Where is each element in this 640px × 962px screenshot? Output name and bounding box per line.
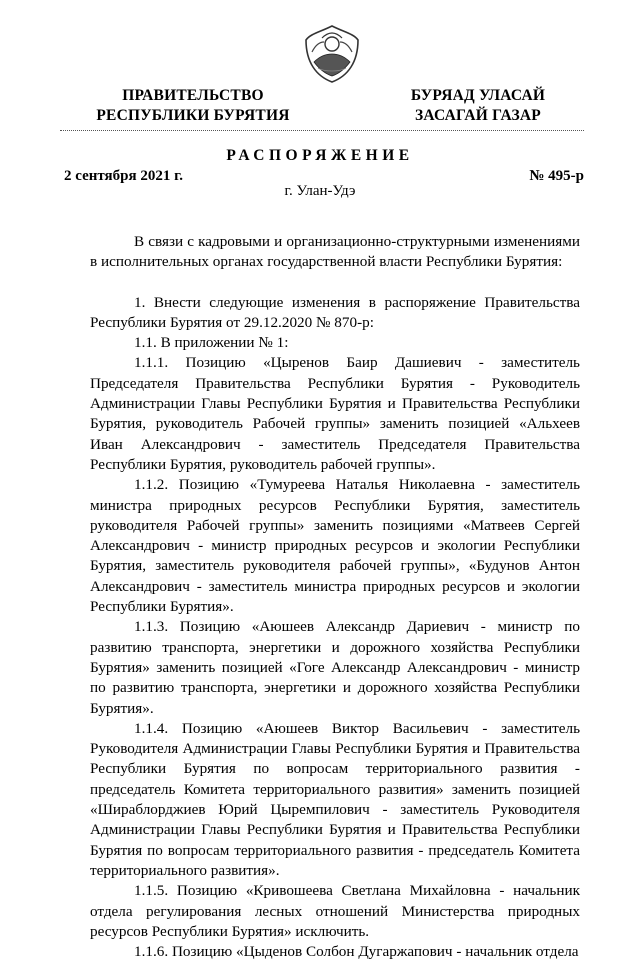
document-body [90, 232, 580, 962]
org-name-russian-line1: ПРАВИТЕЛЬСТВО [122, 87, 264, 104]
org-name-buryat-line2: ЗАСАГАЙ ГАЗАР [415, 107, 541, 124]
coat-of-arms-icon [300, 22, 364, 86]
paragraph-1-1-2: 1.1.2. Позицию «Тумуреева Наталья Николаевна - заместитель министра природных ресурсов Республики Бурятия, заместитель руководителя Рабочей группы» заменить позициями «Матвеев Сергей Александрович - министр природных ресурсов и экологии Республики Бурятия, заместитель руководителя рабочей группы», «Будунов Антон Александрович - заместитель министра природных ресурсов и экологии Республики Бурятия». [90, 476, 580, 616]
org-name-russian-line2: РЕСПУБЛИКИ БУРЯТИЯ [96, 107, 290, 124]
document-number: № 495-р [529, 168, 584, 184]
paragraph-1-1-5: 1.1.5. Позицию «Кривошеева Светлана Михайловна - начальник отдела регулирования лесных отношений Министерства природных ресурсов Республики Бурятия» исключить. [90, 882, 580, 940]
document-date: 2 сентября 2021 г. [64, 168, 184, 184]
paragraph-1: 1. Внести следующие изменения в распоряжение Правительства Республики Бурятия от 29.12.2020 № 870-р: [90, 293, 580, 331]
paragraph-1-1: 1.1. В приложении № 1: [134, 334, 289, 352]
paragraph-1-1-6: 1.1.6. Позицию «Цыденов Солбон Дугаржапович - начальник отдела [134, 943, 579, 961]
paragraph-1-1-1: 1.1.1. Позицию «Цыренов Баир Дашиевич - заместитель Председателя Правительства Республики Бурятия - Руководитель Администрации Главы Республики Бурятия и Правительства Республики Бурятия, руководитель Рабочей группы» заменить позицией «Альхеев Иван Александрович - заместитель Председателя Правительства Республики Бурятия, руководитель рабочей группы». [90, 354, 580, 473]
paragraph-1-1-3: 1.1.3. Позицию «Аюшеев Александр Дариевич - министр по развитию транспорта, энергетики и дорожного хозяйства Республики Бурятия» заменить позицией «Гоге Александр Александрович - министр по развитию транспорта, энергетики и дорожного хозяйства Республики Бурятия». [90, 618, 580, 717]
document-title: РАСПОРЯЖЕНИЕ [226, 147, 414, 164]
org-name-buryat-line1: БУРЯАД УЛАСАЙ [410, 87, 546, 104]
org-name-buryat [378, 86, 578, 126]
document-city: г. Улан-Удэ [284, 183, 356, 199]
org-name-russian [78, 86, 308, 126]
header-divider [60, 130, 584, 131]
paragraph-preamble: В связи с кадровыми и организационно-структурными изменениями в исполнительных органах государственной власти Республики Бурятия: [90, 233, 580, 271]
paragraph-1-1-4: 1.1.4. Позицию «Аюшеев Виктор Васильевич - заместитель Руководителя Администрации Главы Республики Бурятия и Правительства Республики Бурятия по вопросам территориального развития - председатель Комитета территориального развития» заменить позицией «Шираблорджиев Юрий Цыремпилович - заместитель Руководителя Администрации Главы Республики Бурятия и Правительства Республики Бурятия по вопросам территориального развития - председатель Комитета территориального развития». [90, 719, 580, 879]
